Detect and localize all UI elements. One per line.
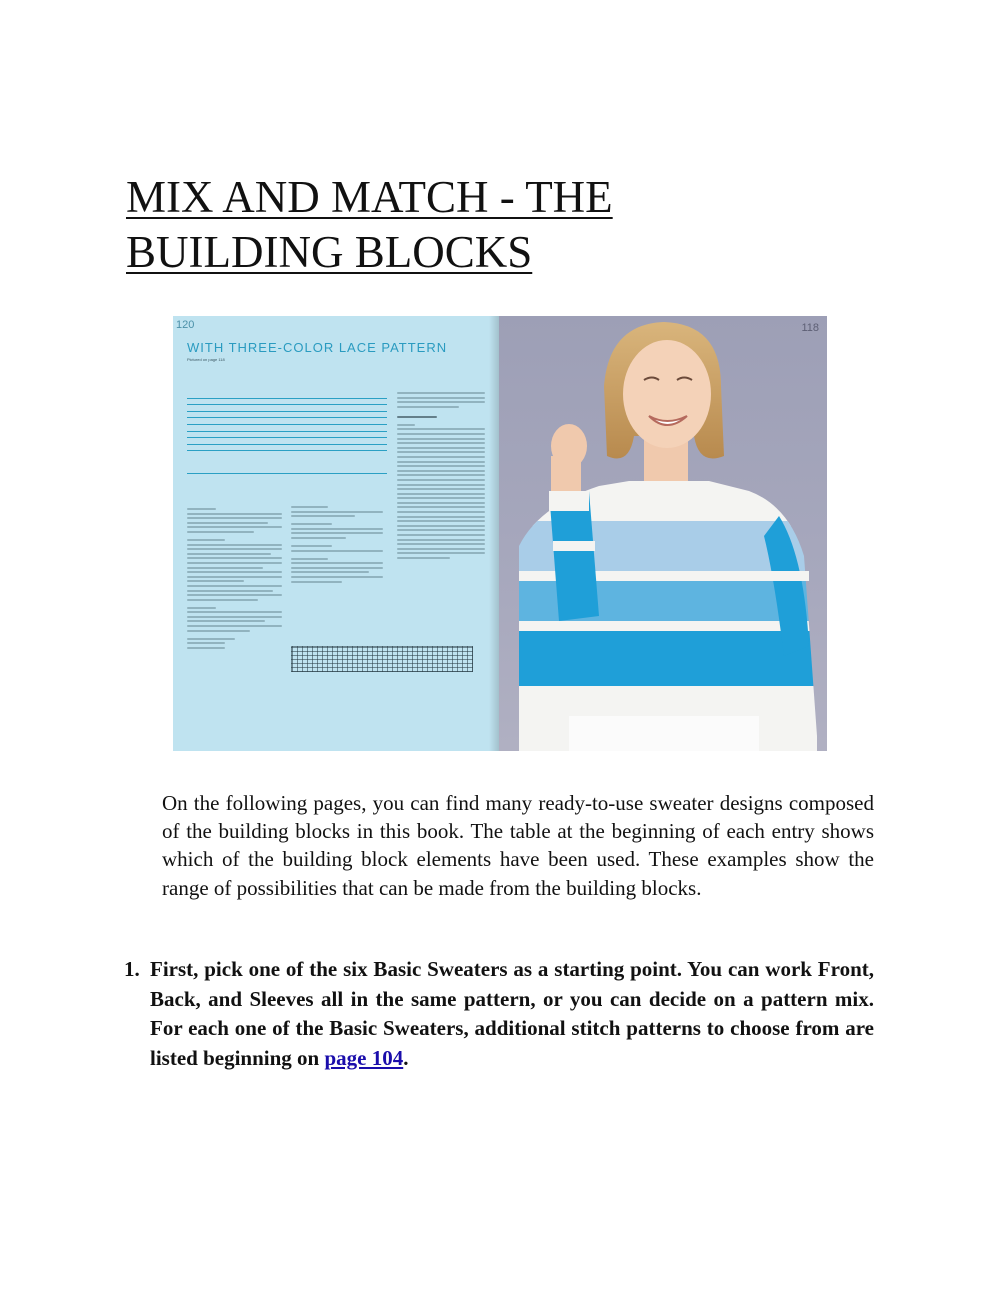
page-title-line-2: BUILDING BLOCKS <box>126 227 533 277</box>
right-page-number: 118 <box>801 322 819 334</box>
left-page-number: 120 <box>176 319 195 331</box>
list-item-trailing: . <box>403 1045 409 1070</box>
page-title-line-1: MIX AND MATCH - THE <box>126 172 613 222</box>
model-in-sweater-photo <box>499 316 827 751</box>
right-text-column-graphic <box>397 392 485 562</box>
book-spread-image <box>173 316 827 751</box>
list-item <box>124 955 874 1073</box>
left-text-column-graphic <box>187 508 282 651</box>
page-title <box>126 170 746 280</box>
page-link[interactable]: page 104 <box>324 1045 404 1070</box>
left-page-heading: WITH THREE-COLOR LACE PATTERN <box>187 340 448 355</box>
list-item-number: 1. <box>124 957 140 981</box>
list-item-text: First, pick one of the six Basic Sweaters as a starting point. You can work Front, Back, and Sleeves all in the same pattern, or you can decide on a pattern mix. For each one of the Basic Sweaters, additional stitch patterns to choose from are listed beginning on <box>150 957 874 1070</box>
left-page-subheading: Pictured on page 118 <box>187 357 225 362</box>
book-page-left <box>173 316 499 751</box>
building-block-table-graphic <box>187 392 387 474</box>
book-page-right <box>499 316 827 751</box>
intro-paragraph: On the following pages, you can find many ready-to-use sweater designs composed of the building blocks in this book. The table at the beginning of each entry shows which of the building block elements have been used. These examples show the range of possibilities that can be made from the building blocks. <box>162 791 874 900</box>
stitch-chart-graphic <box>291 646 473 672</box>
middle-text-column-graphic <box>291 506 383 585</box>
steps-list <box>124 955 874 1073</box>
